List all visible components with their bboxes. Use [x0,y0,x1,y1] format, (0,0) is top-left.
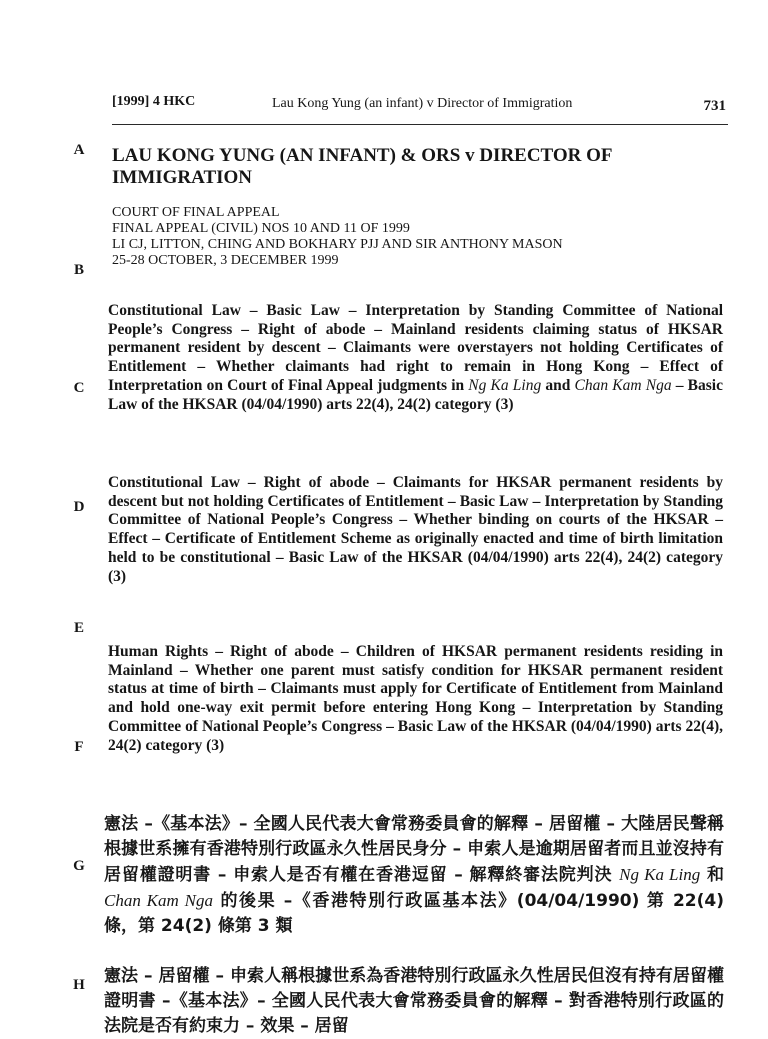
court-name: COURT OF FINAL APPEAL [112,205,280,220]
margin-letter-d: D [73,499,85,515]
catchwords-text: – Basic Law of the HKSAR (04/04/1990) arts 22(4), 24(2) category (3) [108,376,723,413]
running-title: Lau Kong Yung (an infant) v Director of Immigration [272,96,573,111]
margin-letter-e: E [73,620,84,636]
case-citation-italic: Chan Kam Nga [104,891,213,910]
report-citation: [1999] 4 HKC [112,94,196,109]
margin-letter-f: F [74,739,84,755]
case-citation-italic: Chan Kam Nga [574,376,672,394]
margin-letter-b: B [73,262,84,278]
catchwords-paragraph-3: Human Rights – Right of abode – Children of HKSAR permanent residents residing in Mainland – Whether one parent must satisfy condition for HKSAR permanent resident status at time of birth – Claimants must apply for Certificate of Entitlement from Mainland and hold one-way exit permit before entering Hong Kong – Interpretation by Standing Committee of National People’s Congress – Basic Law of the HKSAR (04/04/1990) arts 22(4), 24(2) category (3) [108,643,723,754]
margin-letter-g: G [73,858,85,874]
running-header [112,94,728,125]
catchwords-paragraph-1 [108,302,723,414]
chinese-catchwords-paragraph-2: 憲法 – 居留權 – 申索人稱根據世系為香港特別行政區永久性居民但沒有持有居留權證明書 –《基本法》– 全國人民代表大會常務委員會的解釋 – 對香港特別行政區的法院是否有約束力 – 效果 – 居留 [104,966,724,1036]
catchwords-text: Constitutional Law – Basic Law – Interpretation by Standing Committee of National People’s Congress – Right of abode – Mainland residents claiming status of HKSAR permanent resident by descent – Claimants were overstayers not holding Certificates of Entitlement – Whether claimants had right to remain in Hong Kong – Effect of Interpretation on Court of Final Appeal judgments in [108,302,723,394]
chinese-text: 和 [700,865,725,885]
case-citation-italic: Ng Ka Ling [468,376,542,394]
catchwords-paragraph-2: Constitutional Law – Right of abode – Claimants for HKSAR permanent residents by descent but not holding Certificates of Entitlement – Basic Law – Interpretation by Standing Committee of National People’s Congress – Whether binding on courts of the HKSAR – Effect – Certificate of Entitlement Scheme as originally enacted and time of birth limitation held to be constitutional – Basic Law of the HKSAR (04/04/1990) arts 22(4), 24(2) category (3) [108,474,723,585]
chinese-text: 的後果 –《香港特別行政區基本法》(04/04/1990) 第 22(4) 條，第 24(2) 條第 3 類 [104,891,724,936]
margin-letter-h: H [73,977,85,993]
judges: LI CJ, LITTON, CHING AND BOKHARY PJJ AND SIR ANTHONY MASON [112,237,563,252]
case-title: LAU KONG YUNG (AN INFANT) & ORS v DIRECTOR OF IMMIGRATION [112,145,612,188]
case-numbers: FINAL APPEAL (CIVIL) NOS 10 AND 11 OF 1999 [112,221,410,236]
page-number: 731 [703,98,726,114]
chinese-text: 憲法 –《基本法》– 全國人民代表大會常務委員會的解釋 – 居留權 – 大陸居民聲稱根據世系擁有香港特別行政區永久性居民身分 – 申索人是逾期居留者而且並沒持有居留權證明書 – 申索人是否有權在香港逗留 – 解釋終審法院判決 [104,814,724,885]
hearing-dates: 25-28 OCTOBER, 3 DECEMBER 1999 [112,253,339,268]
margin-letter-c: C [73,380,85,396]
margin-letter-a: A [73,142,85,158]
case-citation-italic: Ng Ka Ling [619,865,701,884]
chinese-catchwords-paragraph-1 [104,812,724,939]
catchwords-text: and [541,376,575,394]
case-details [112,205,722,269]
